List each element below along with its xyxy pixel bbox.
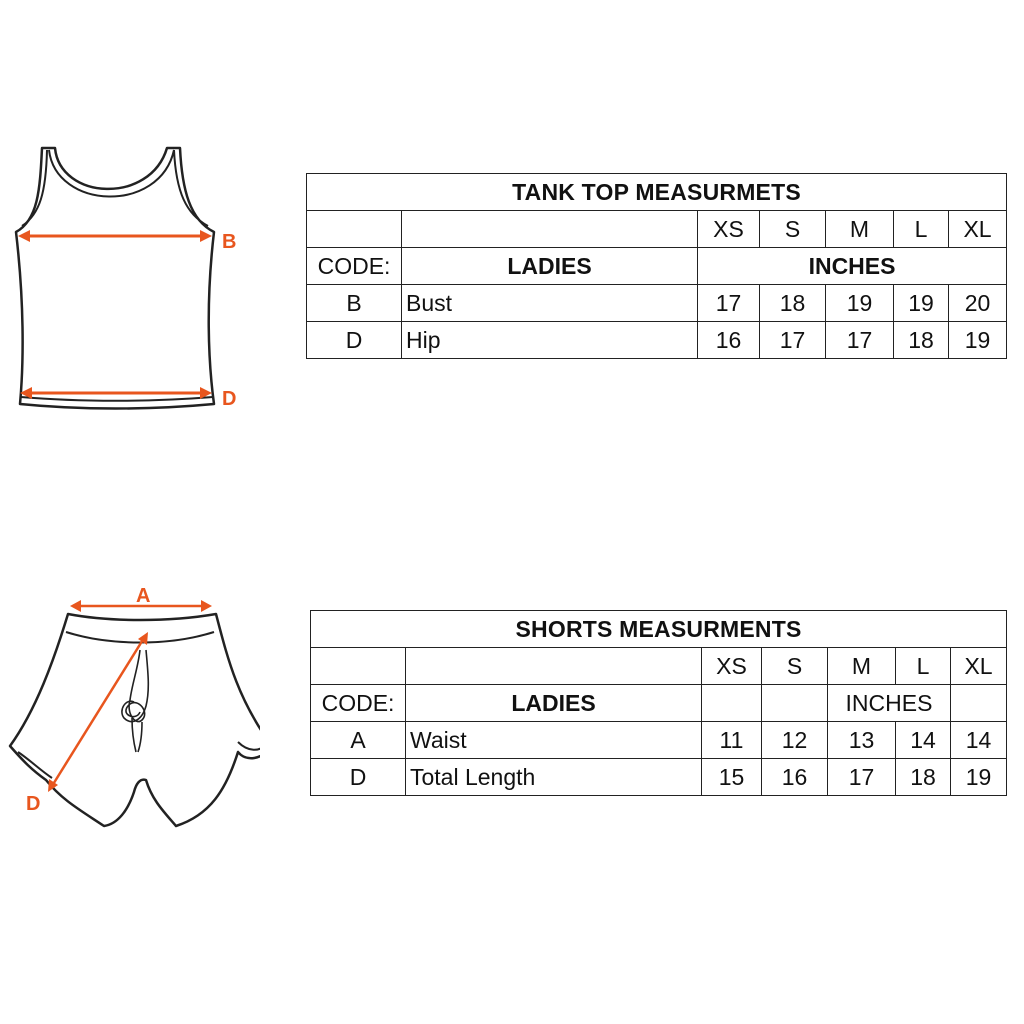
size-label: S (762, 648, 828, 685)
table-row (311, 722, 1007, 759)
blank-cell (702, 685, 762, 722)
row-value: 12 (762, 722, 828, 759)
size-label: XL (949, 211, 1007, 248)
row-value: 16 (762, 759, 828, 796)
table-row (307, 285, 1007, 322)
row-value: 13 (828, 722, 896, 759)
shorts-diagram (0, 580, 260, 840)
row-value: 17 (826, 322, 894, 359)
inches-header: INCHES (828, 685, 951, 722)
group-header-row (311, 685, 1007, 722)
row-value: 18 (894, 322, 949, 359)
size-label: M (826, 211, 894, 248)
row-code: A (311, 722, 406, 759)
shorts-table-title: SHORTS MEASURMENTS (311, 611, 1007, 648)
marker-d-shorts: D (26, 793, 41, 815)
row-value: 18 (896, 759, 951, 796)
row-value: 17 (760, 322, 826, 359)
ladies-header: LADIES (406, 685, 702, 722)
blank-cell (951, 685, 1007, 722)
size-label: XL (951, 648, 1007, 685)
row-name: Bust (402, 285, 698, 322)
blank-cell (762, 685, 828, 722)
tank-top-size-table (306, 173, 1007, 359)
tank-top-outline (16, 148, 214, 409)
row-code: D (311, 759, 406, 796)
row-value: 18 (760, 285, 826, 322)
row-value: 16 (698, 322, 760, 359)
row-code: D (307, 322, 402, 359)
row-value: 19 (826, 285, 894, 322)
size-label: L (896, 648, 951, 685)
row-value: 11 (702, 722, 762, 759)
row-name: Total Length (406, 759, 702, 796)
marker-a: A (136, 585, 151, 607)
code-header: CODE: (311, 685, 406, 722)
table-row (311, 759, 1007, 796)
size-label: S (760, 211, 826, 248)
blank-cell (307, 211, 402, 248)
row-value: 19 (951, 759, 1007, 796)
row-code: B (307, 285, 402, 322)
blank-cell (402, 211, 698, 248)
row-value: 19 (949, 322, 1007, 359)
tank-top-table-title: TANK TOP MEASURMETS (307, 174, 1007, 211)
marker-d: D (222, 388, 237, 410)
row-value: 14 (951, 722, 1007, 759)
size-header-row (311, 648, 1007, 685)
row-value: 17 (828, 759, 896, 796)
size-label: XS (702, 648, 762, 685)
row-name: Hip (402, 322, 698, 359)
row-value: 19 (894, 285, 949, 322)
group-header-row (307, 248, 1007, 285)
size-label: M (828, 648, 896, 685)
table-row (307, 322, 1007, 359)
size-header-row (307, 211, 1007, 248)
marker-b: B (222, 231, 237, 253)
inches-header: INCHES (698, 248, 1007, 285)
row-value: 20 (949, 285, 1007, 322)
shorts-size-table (310, 610, 1007, 796)
blank-cell (406, 648, 702, 685)
row-value: 17 (698, 285, 760, 322)
blank-cell (311, 648, 406, 685)
row-value: 14 (896, 722, 951, 759)
row-name: Waist (406, 722, 702, 759)
tank-top-diagram (0, 130, 260, 420)
code-header: CODE: (307, 248, 402, 285)
row-value: 15 (702, 759, 762, 796)
size-label: XS (698, 211, 760, 248)
size-label: L (894, 211, 949, 248)
ladies-header: LADIES (402, 248, 698, 285)
